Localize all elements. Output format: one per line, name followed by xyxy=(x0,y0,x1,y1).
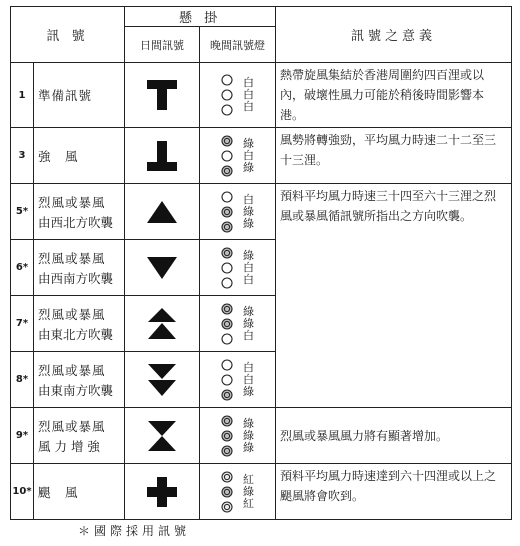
light-color-label: 綠 xyxy=(243,248,255,262)
signal-name xyxy=(34,464,125,520)
green-light-icon xyxy=(221,318,233,330)
white-light-icon xyxy=(221,150,233,162)
light-color-label: 綠 xyxy=(243,304,255,318)
table-row xyxy=(11,464,512,520)
white-light-icon xyxy=(221,333,233,345)
footnote: ＊國際採用訊號 xyxy=(78,524,191,538)
night-lights xyxy=(200,408,276,464)
light-color-label: 綠 xyxy=(243,204,255,218)
double-down-signal-icon xyxy=(143,361,181,399)
white-light-icon xyxy=(221,104,233,116)
green-light-icon xyxy=(221,303,233,315)
T-signal-icon xyxy=(143,76,181,114)
light-color-label: 綠 xyxy=(243,484,255,498)
signal-number: 10* xyxy=(11,464,34,520)
signal-number: 7* xyxy=(11,296,34,352)
signal-name xyxy=(34,296,125,352)
white-light-icon xyxy=(221,191,233,203)
signal-name-line: 風 力 增 強 xyxy=(38,438,100,454)
white-light-icon xyxy=(221,74,233,86)
signal-number: 8* xyxy=(11,352,34,408)
green-light-icon xyxy=(221,247,233,259)
light-color-label: 綠 xyxy=(243,440,255,454)
day-signal-symbol xyxy=(125,240,200,296)
green-light-icon xyxy=(221,445,233,457)
light-color-label: 綠 xyxy=(243,160,255,174)
signal-name-line: 烈風或暴風 xyxy=(38,250,106,266)
red-light-icon xyxy=(221,471,233,483)
light-color-label: 白 xyxy=(243,372,255,386)
signal-number: 6* xyxy=(11,240,34,296)
signal-name-line: 颶 風 xyxy=(38,484,79,500)
light-color-label: 紅 xyxy=(243,496,255,510)
light-color-label: 綠 xyxy=(243,136,255,150)
signal-meaning: 烈風或暴風風力將有顯著增加。 xyxy=(276,408,512,464)
night-lights xyxy=(200,240,276,296)
light-color-label: 綠 xyxy=(243,428,255,442)
signal-meaning: 風勢將轉強勁，平均風力時速二十二至三十三浬。 xyxy=(276,128,512,184)
light-color-label: 白 xyxy=(243,100,255,113)
triangle-up-signal-icon xyxy=(143,193,181,231)
header-hoist: 懸 掛 xyxy=(125,7,276,27)
table-row xyxy=(11,184,512,240)
signal-meaning: 熱帶旋風集結於香港周圍約四百浬或以內，破壞性風力可能於稍後時間影響本港。 xyxy=(276,63,512,128)
white-light-icon xyxy=(221,374,233,386)
signal-number: 5* xyxy=(11,184,34,240)
white-light-icon xyxy=(221,277,233,289)
signal-name-line: 烈風或暴風 xyxy=(38,418,106,434)
table-body xyxy=(11,63,512,520)
green-light-icon xyxy=(221,486,233,498)
night-lights xyxy=(200,184,276,240)
signal-name-line: 烈風或暴風 xyxy=(38,362,106,378)
green-light-icon xyxy=(221,135,233,147)
signal-number: 3 xyxy=(11,128,34,184)
light-color-label: 紅 xyxy=(243,472,255,486)
table-row xyxy=(11,408,512,464)
light-color-label: 綠 xyxy=(243,416,255,430)
signal-name xyxy=(34,128,125,184)
green-light-icon xyxy=(221,165,233,177)
signal-table xyxy=(10,6,512,520)
signal-meaning: 預料平均風力時速達到六十四浬或以上之颶風將會吹到。 xyxy=(276,464,512,520)
signal-name xyxy=(34,240,125,296)
triangle-down-signal-icon xyxy=(143,249,181,287)
night-lights xyxy=(200,352,276,408)
cross-signal-icon xyxy=(143,473,181,511)
signal-name xyxy=(34,352,125,408)
light-color-label: 白 xyxy=(243,88,255,101)
header-night-lights: 晚間訊號燈 xyxy=(200,27,276,63)
light-color-label: 白 xyxy=(243,360,255,374)
green-light-icon xyxy=(221,430,233,442)
light-color-label: 綠 xyxy=(243,384,255,398)
day-signal-symbol xyxy=(125,296,200,352)
red-light-icon xyxy=(221,501,233,513)
green-light-icon xyxy=(221,389,233,401)
signal-name-line: 準備訊號 xyxy=(38,88,93,103)
header-day-signal: 日間訊號 xyxy=(125,27,200,63)
light-color-label: 白 xyxy=(243,260,255,274)
day-signal-symbol xyxy=(125,184,200,240)
light-color-label: 白 xyxy=(243,148,255,162)
signal-number: 1 xyxy=(11,63,34,128)
signal-name-line: 由東北方吹襲 xyxy=(38,326,114,342)
double-up-signal-icon xyxy=(143,305,181,343)
night-lights xyxy=(200,63,276,128)
night-lights xyxy=(200,296,276,352)
signal-name xyxy=(34,63,125,128)
green-light-icon xyxy=(221,221,233,233)
table-row xyxy=(11,128,512,184)
signal-name xyxy=(34,408,125,464)
signal-name-line: 由東南方吹襲 xyxy=(38,382,114,398)
signal-name-line: 由西南方吹襲 xyxy=(38,270,114,286)
signal-name-line: 強 風 xyxy=(38,148,79,164)
hourglass-signal-icon xyxy=(143,417,181,455)
light-color-label: 綠 xyxy=(243,216,255,230)
day-signal-symbol xyxy=(125,63,200,128)
day-signal-symbol xyxy=(125,352,200,408)
header-meaning: 訊號之意義 xyxy=(276,7,512,63)
light-color-label: 白 xyxy=(243,192,255,206)
light-color-label: 白 xyxy=(243,272,255,286)
white-light-icon xyxy=(221,359,233,371)
night-lights xyxy=(200,464,276,520)
signal-name xyxy=(34,184,125,240)
light-color-label: 白 xyxy=(243,328,255,342)
light-color-label: 綠 xyxy=(243,316,255,330)
signal-name-line: 烈風或暴風 xyxy=(38,194,106,210)
day-signal-symbol xyxy=(125,128,200,184)
night-lights xyxy=(200,128,276,184)
header-code: 訊 號 xyxy=(11,7,125,63)
signal-number: 9* xyxy=(11,408,34,464)
table-row xyxy=(11,63,512,128)
signal-name-line: 由西北方吹襲 xyxy=(38,214,114,230)
white-light-icon xyxy=(221,262,233,274)
day-signal-symbol xyxy=(125,464,200,520)
green-light-icon xyxy=(221,415,233,427)
day-signal-symbol xyxy=(125,408,200,464)
white-light-icon xyxy=(221,89,233,101)
green-light-icon xyxy=(221,206,233,218)
signal-meaning: 預料平均風力時速三十四至六十三浬之烈風或暴風循訊號所指出之方向吹襲。 xyxy=(276,184,512,408)
inverted-T-signal-icon xyxy=(143,137,181,175)
light-color-label: 白 xyxy=(243,76,255,89)
signal-name-line: 烈風或暴風 xyxy=(38,306,106,322)
